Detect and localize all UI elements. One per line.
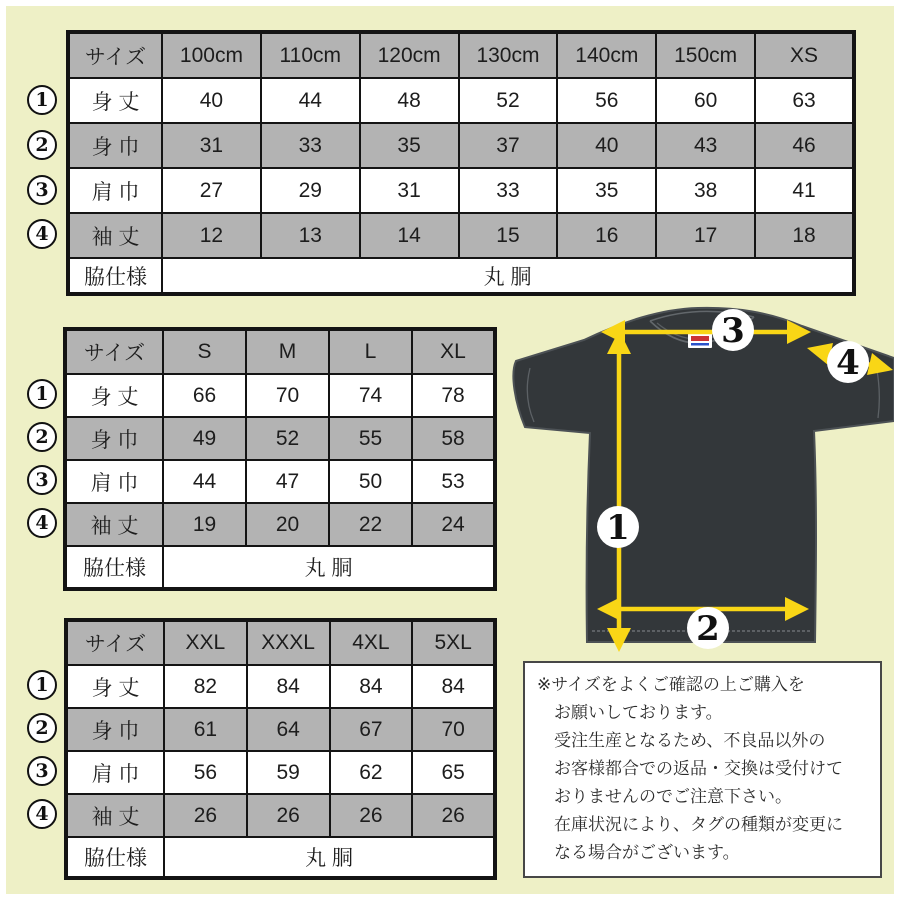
cell: 20	[246, 503, 329, 546]
table-header-row	[66, 620, 495, 665]
cell: 53	[412, 460, 495, 503]
row-marker-4: 4	[27, 799, 57, 829]
table-header-row	[65, 329, 495, 374]
size-table-s-xl	[63, 327, 497, 591]
cell: 37	[459, 123, 558, 168]
cell: 70	[412, 708, 495, 751]
cell: 18	[755, 213, 854, 258]
cell: 29	[261, 168, 360, 213]
cell: 84	[247, 665, 330, 708]
table-row-body-length	[65, 374, 495, 417]
cell: 78	[412, 374, 495, 417]
cell: 59	[247, 751, 330, 794]
header-cell: M	[246, 329, 329, 374]
cell: 31	[162, 123, 261, 168]
row-label: 脇仕様	[66, 837, 164, 878]
header-cell: 140cm	[557, 32, 656, 78]
cell: 65	[412, 751, 495, 794]
cell: 35	[360, 123, 459, 168]
cell: 22	[329, 503, 412, 546]
note-line: お客様都合での返品・交換は受付けて	[554, 759, 843, 778]
cell: 12	[162, 213, 261, 258]
note-line: ※サイズをよくご確認の上ご購入を	[537, 675, 805, 694]
measure-marker-3	[712, 309, 754, 351]
cell: 14	[360, 213, 459, 258]
row-marker-3: 3	[27, 175, 57, 205]
measure-marker-1	[597, 506, 639, 548]
header-cell: 4XL	[330, 620, 413, 665]
table-row-sleeve-length	[68, 213, 854, 258]
row-marker-1: 1	[27, 85, 57, 115]
row-marker-2: 2	[27, 130, 57, 160]
note-line: なる場合がございます。	[554, 843, 740, 862]
cell: 44	[163, 460, 246, 503]
row-label: 身 巾	[65, 417, 163, 460]
row-marker-4: 4	[27, 219, 57, 249]
row-marker-2: 2	[27, 422, 57, 452]
header-cell: 130cm	[459, 32, 558, 78]
table-row-shoulder-width	[68, 168, 854, 213]
row-marker-1: 1	[27, 670, 57, 700]
cell: 60	[656, 78, 755, 123]
cell: 84	[412, 665, 495, 708]
note-line: 受注生産となるため、不良品以外の	[554, 731, 826, 750]
size-table-xxl-5xl	[64, 618, 497, 880]
cell: 24	[412, 503, 495, 546]
row-label: 肩 巾	[68, 168, 162, 213]
header-cell: サイズ	[65, 329, 163, 374]
row-label: 身 丈	[66, 665, 164, 708]
cell: 15	[459, 213, 558, 258]
cell: 27	[162, 168, 261, 213]
header-cell: XS	[755, 32, 854, 78]
svg-text:2: 2	[696, 609, 720, 649]
header-cell: 120cm	[360, 32, 459, 78]
row-marker-2: 2	[27, 713, 57, 743]
cell: 33	[459, 168, 558, 213]
side-spec-value: 丸 胴	[164, 837, 495, 878]
cell: 17	[656, 213, 755, 258]
header-cell: サイズ	[66, 620, 164, 665]
row-label: 身 巾	[66, 708, 164, 751]
cell: 61	[164, 708, 247, 751]
row-label: 身 巾	[68, 123, 162, 168]
row-label: 肩 巾	[66, 751, 164, 794]
header-cell: 110cm	[261, 32, 360, 78]
tshirt-diagram	[502, 300, 894, 656]
table-row-side-spec	[66, 837, 495, 878]
svg-text:3: 3	[721, 311, 745, 351]
cell: 40	[162, 78, 261, 123]
cell: 26	[412, 794, 495, 837]
row-label: 脇仕様	[65, 546, 163, 589]
header-cell: L	[329, 329, 412, 374]
cell: 82	[164, 665, 247, 708]
cell: 84	[330, 665, 413, 708]
cell: 44	[261, 78, 360, 123]
row-label: 脇仕様	[68, 258, 162, 294]
cell: 74	[329, 374, 412, 417]
table-row-body-width	[65, 417, 495, 460]
cell: 56	[164, 751, 247, 794]
cell: 35	[557, 168, 656, 213]
cell: 26	[330, 794, 413, 837]
cell: 46	[755, 123, 854, 168]
table-row-body-width	[66, 708, 495, 751]
header-cell: XL	[412, 329, 495, 374]
table-row-body-length	[66, 665, 495, 708]
row-label: 身 丈	[68, 78, 162, 123]
cell: 13	[261, 213, 360, 258]
cell: 50	[329, 460, 412, 503]
note-line: おりませんのでご注意下さい。	[554, 787, 792, 806]
cell: 47	[246, 460, 329, 503]
cell: 26	[164, 794, 247, 837]
table-row-sleeve-length	[65, 503, 495, 546]
side-spec-value: 丸 胴	[163, 546, 495, 589]
header-cell: 150cm	[656, 32, 755, 78]
note-line: 在庫状況により、タグの種類が変更に	[554, 815, 843, 834]
row-marker-4: 4	[27, 508, 57, 538]
cell: 40	[557, 123, 656, 168]
cell: 31	[360, 168, 459, 213]
cell: 41	[755, 168, 854, 213]
table-header-row	[68, 32, 854, 78]
cell: 16	[557, 213, 656, 258]
row-label: 袖 丈	[66, 794, 164, 837]
measure-marker-4	[827, 341, 869, 383]
header-cell: サイズ	[68, 32, 162, 78]
cell: 52	[459, 78, 558, 123]
purchase-note	[523, 661, 882, 878]
side-spec-value: 丸 胴	[162, 258, 854, 294]
cell: 38	[656, 168, 755, 213]
size-table-100cm-xs	[66, 30, 856, 296]
cell: 67	[330, 708, 413, 751]
header-cell: 5XL	[412, 620, 495, 665]
cell: 55	[329, 417, 412, 460]
table-row-side-spec	[68, 258, 854, 294]
header-cell: XXL	[164, 620, 247, 665]
svg-text:4: 4	[836, 343, 860, 383]
cell: 62	[330, 751, 413, 794]
cell: 70	[246, 374, 329, 417]
table-row-side-spec	[65, 546, 495, 589]
neck-tag	[688, 333, 712, 348]
note-line: お願いしております。	[554, 703, 723, 722]
cell: 52	[246, 417, 329, 460]
cell: 19	[163, 503, 246, 546]
cell: 33	[261, 123, 360, 168]
table-row-shoulder-width	[66, 751, 495, 794]
cell: 66	[163, 374, 246, 417]
cell: 63	[755, 78, 854, 123]
row-label: 身 丈	[65, 374, 163, 417]
row-label: 肩 巾	[65, 460, 163, 503]
row-label: 袖 丈	[65, 503, 163, 546]
cell: 56	[557, 78, 656, 123]
row-marker-3: 3	[27, 465, 57, 495]
row-marker-3: 3	[27, 756, 57, 786]
cell: 43	[656, 123, 755, 168]
cell: 58	[412, 417, 495, 460]
row-marker-1: 1	[27, 379, 57, 409]
row-label: 袖 丈	[68, 213, 162, 258]
cell: 48	[360, 78, 459, 123]
header-cell: 100cm	[162, 32, 261, 78]
svg-text:1: 1	[606, 508, 630, 548]
header-cell: S	[163, 329, 246, 374]
table-row-body-width	[68, 123, 854, 168]
table-row-shoulder-width	[65, 460, 495, 503]
measure-marker-2	[687, 607, 729, 649]
table-row-body-length	[68, 78, 854, 123]
table-row-sleeve-length	[66, 794, 495, 837]
cell: 49	[163, 417, 246, 460]
cell: 26	[247, 794, 330, 837]
header-cell: XXXL	[247, 620, 330, 665]
cell: 64	[247, 708, 330, 751]
